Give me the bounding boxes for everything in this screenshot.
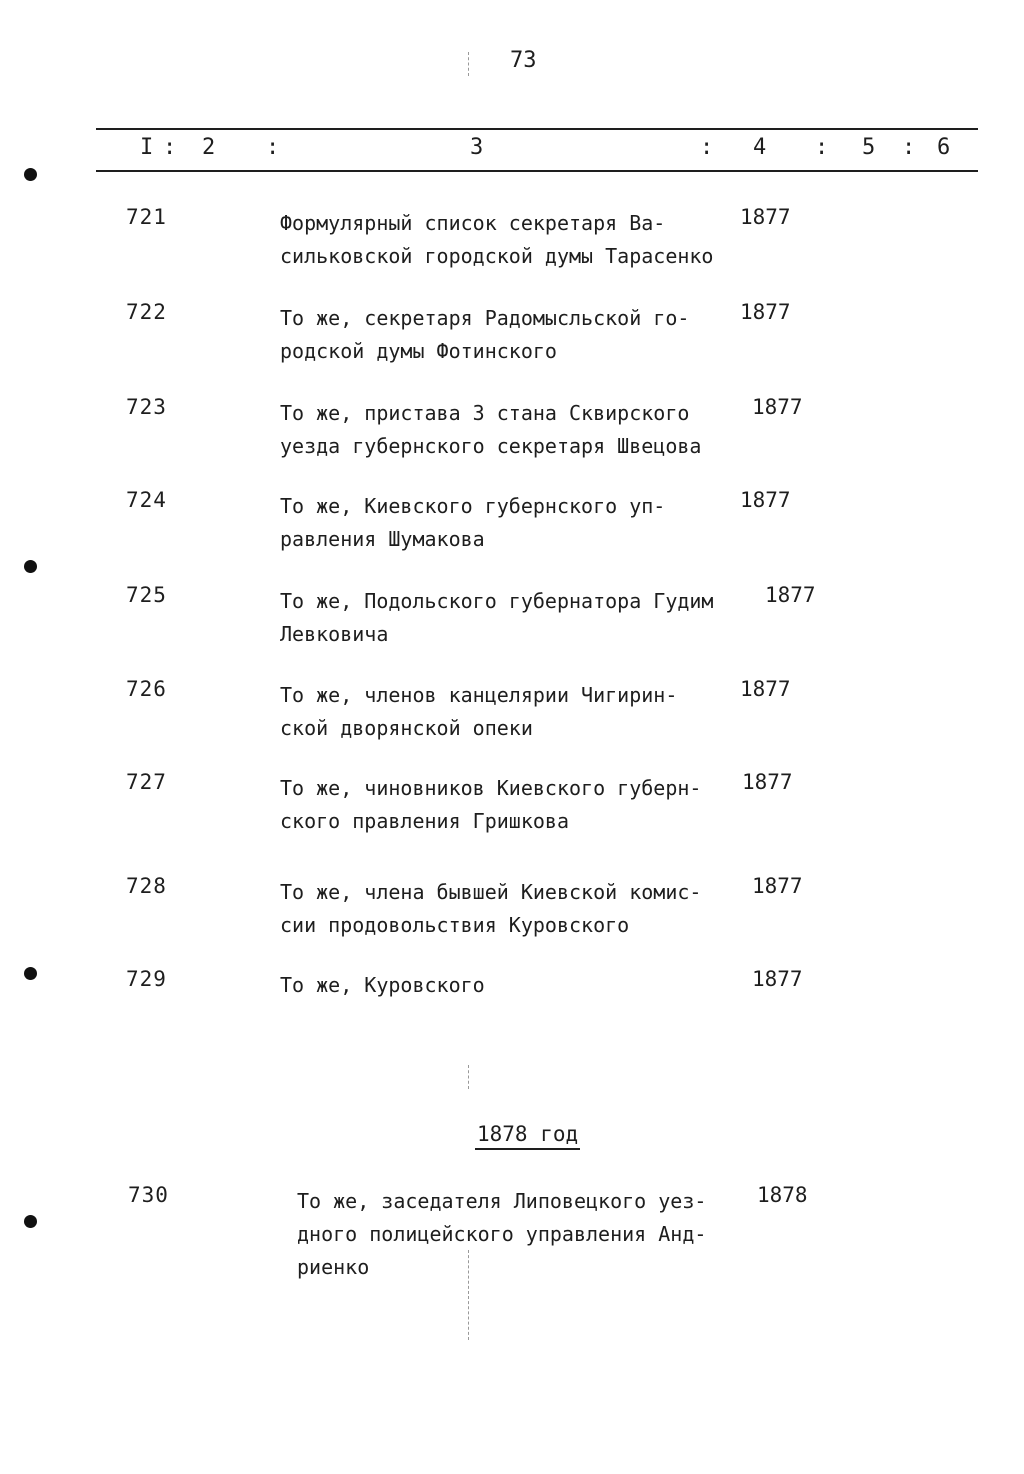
- entry-number: 729: [126, 967, 167, 991]
- entry-description-line: То же, Киевского губернского уп-: [280, 494, 666, 518]
- entry-description-line: равления Шумакова: [280, 527, 485, 551]
- column-separator: :: [700, 135, 714, 160]
- column-separator: :: [815, 135, 829, 160]
- entry-year: 1877: [752, 967, 803, 991]
- entry-description-line: сильковской городской думы Тарасенко: [280, 244, 714, 268]
- scan-mark: [468, 1065, 469, 1089]
- column-header-1: I: [140, 135, 154, 160]
- column-separator: :: [266, 135, 280, 160]
- header-bottom-rule: [96, 170, 978, 172]
- entry-number: 723: [126, 395, 167, 419]
- entry-year: 1877: [742, 770, 793, 794]
- section-heading: 1878 год: [475, 1122, 580, 1150]
- header-top-rule: [96, 128, 978, 130]
- entry-description-line: То же, членов канцелярии Чигирин-: [280, 683, 678, 707]
- entry-description-line: уезда губернского секретаря Швецова: [280, 434, 702, 458]
- entry-number: 726: [126, 677, 167, 701]
- entry-description-line: дного полицейского управления Анд-: [297, 1222, 707, 1246]
- entry-number: 727: [126, 770, 167, 794]
- entry-number: 725: [126, 583, 167, 607]
- entry-description-line: Формулярный список секретаря Ва-: [280, 211, 666, 235]
- entry-number: 722: [126, 300, 167, 324]
- entry-description-line: То же, секретаря Радомысльской го-: [280, 306, 690, 330]
- entry-number: 730: [128, 1183, 169, 1207]
- entry-description-line: То же, Куровского: [280, 973, 485, 997]
- entry-description-line: риенко: [297, 1255, 370, 1279]
- scan-mark: [468, 52, 469, 76]
- entry-description-line: Левковича: [280, 622, 389, 646]
- entry-year: 1877: [765, 583, 816, 607]
- entry-year: 1877: [740, 205, 791, 229]
- entry-description-line: То же, члена бывшей Киевской комис-: [280, 880, 702, 904]
- entry-year: 1877: [752, 874, 803, 898]
- punch-hole: [24, 967, 37, 980]
- entry-description-line: То же, чиновников Киевского губерн-: [280, 776, 702, 800]
- column-separator: :: [163, 135, 177, 160]
- entry-number: 724: [126, 488, 167, 512]
- entry-year: 1877: [740, 488, 791, 512]
- column-header-5: 5: [862, 135, 876, 160]
- punch-hole: [24, 1215, 37, 1228]
- entry-description-line: То же, заседателя Липовецкого уез-: [297, 1189, 707, 1213]
- entry-number: 721: [126, 205, 167, 229]
- entry-year: 1878: [757, 1183, 808, 1207]
- entry-description-line: То же, Подольского губернатора Гудим: [280, 589, 714, 613]
- column-header-4: 4: [753, 135, 767, 160]
- entry-year: 1877: [740, 300, 791, 324]
- column-header-2: 2: [202, 135, 216, 160]
- column-separator: :: [902, 135, 916, 160]
- column-header-6: 6: [937, 135, 951, 160]
- entry-description-line: ской дворянской опеки: [280, 716, 533, 740]
- entry-number: 728: [126, 874, 167, 898]
- entry-description-line: То же, пристава 3 стана Сквирского: [280, 401, 690, 425]
- punch-hole: [24, 168, 37, 181]
- entry-year: 1877: [752, 395, 803, 419]
- entry-description-line: родской думы Фотинского: [280, 339, 557, 363]
- punch-hole: [24, 560, 37, 573]
- scan-mark: [468, 1250, 469, 1340]
- entry-description-line: сии продовольствия Куровского: [280, 913, 630, 937]
- page-number: 73: [510, 48, 537, 73]
- entry-description-line: ского правления Гришкова: [280, 809, 569, 833]
- column-header-3: 3: [470, 135, 484, 160]
- entry-year: 1877: [740, 677, 791, 701]
